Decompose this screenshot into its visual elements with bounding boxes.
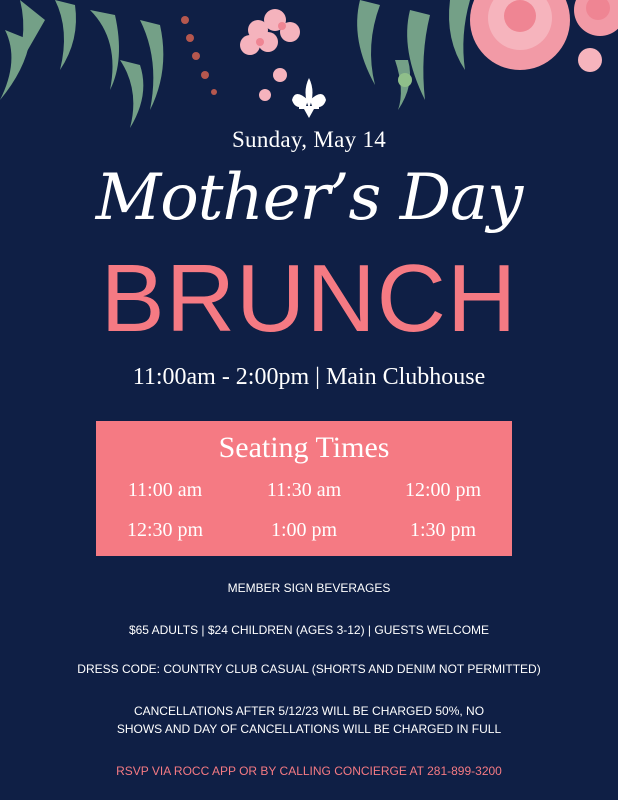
time-and-location: 11:00am - 2:00pm | Main Clubhouse xyxy=(132,364,486,390)
brunch-title: BRUNCH xyxy=(100,245,518,352)
seating-time-slot: 11:00 am xyxy=(127,479,203,501)
seating-times-box xyxy=(96,421,512,556)
event-date: Sunday, May 14 xyxy=(231,127,387,152)
beverages-note: MEMBER SIGN BEVERAGES xyxy=(227,581,391,595)
cancellation-line-2: SHOWS AND DAY OF CANCELLATIONS WILL BE CHARGED IN FULL xyxy=(116,722,502,736)
cancellation-line-1: CANCELLATIONS AFTER 5/12/23 WILL BE CHARGED 50%, NO xyxy=(133,704,485,718)
seating-time-slot: 12:00 pm xyxy=(404,479,482,501)
seating-time-slot: 12:30 pm xyxy=(126,519,204,541)
floral-border-decoration xyxy=(0,0,618,140)
dress-code-line: DRESS CODE: COUNTRY CLUB CASUAL (SHORTS AND DENIM NOT PERMITTED) xyxy=(77,662,541,676)
mothers-day-script-title: Mother’s Day xyxy=(95,161,523,235)
seating-time-slot: 1:00 pm xyxy=(270,519,338,541)
pricing-line: $65 ADULTS | $24 CHILDREN (AGES 3-12) | GUESTS WELCOME xyxy=(128,623,490,637)
fleur-de-lis-icon xyxy=(292,78,326,118)
seating-time-slot: 11:30 am xyxy=(266,479,342,501)
rsvp-line: RSVP VIA ROCC APP OR BY CALLING CONCIERGE AT 281-899-3200 xyxy=(116,764,502,778)
seating-time-slot: 1:30 pm xyxy=(409,519,477,541)
seating-times-heading: Seating Times xyxy=(218,431,390,464)
